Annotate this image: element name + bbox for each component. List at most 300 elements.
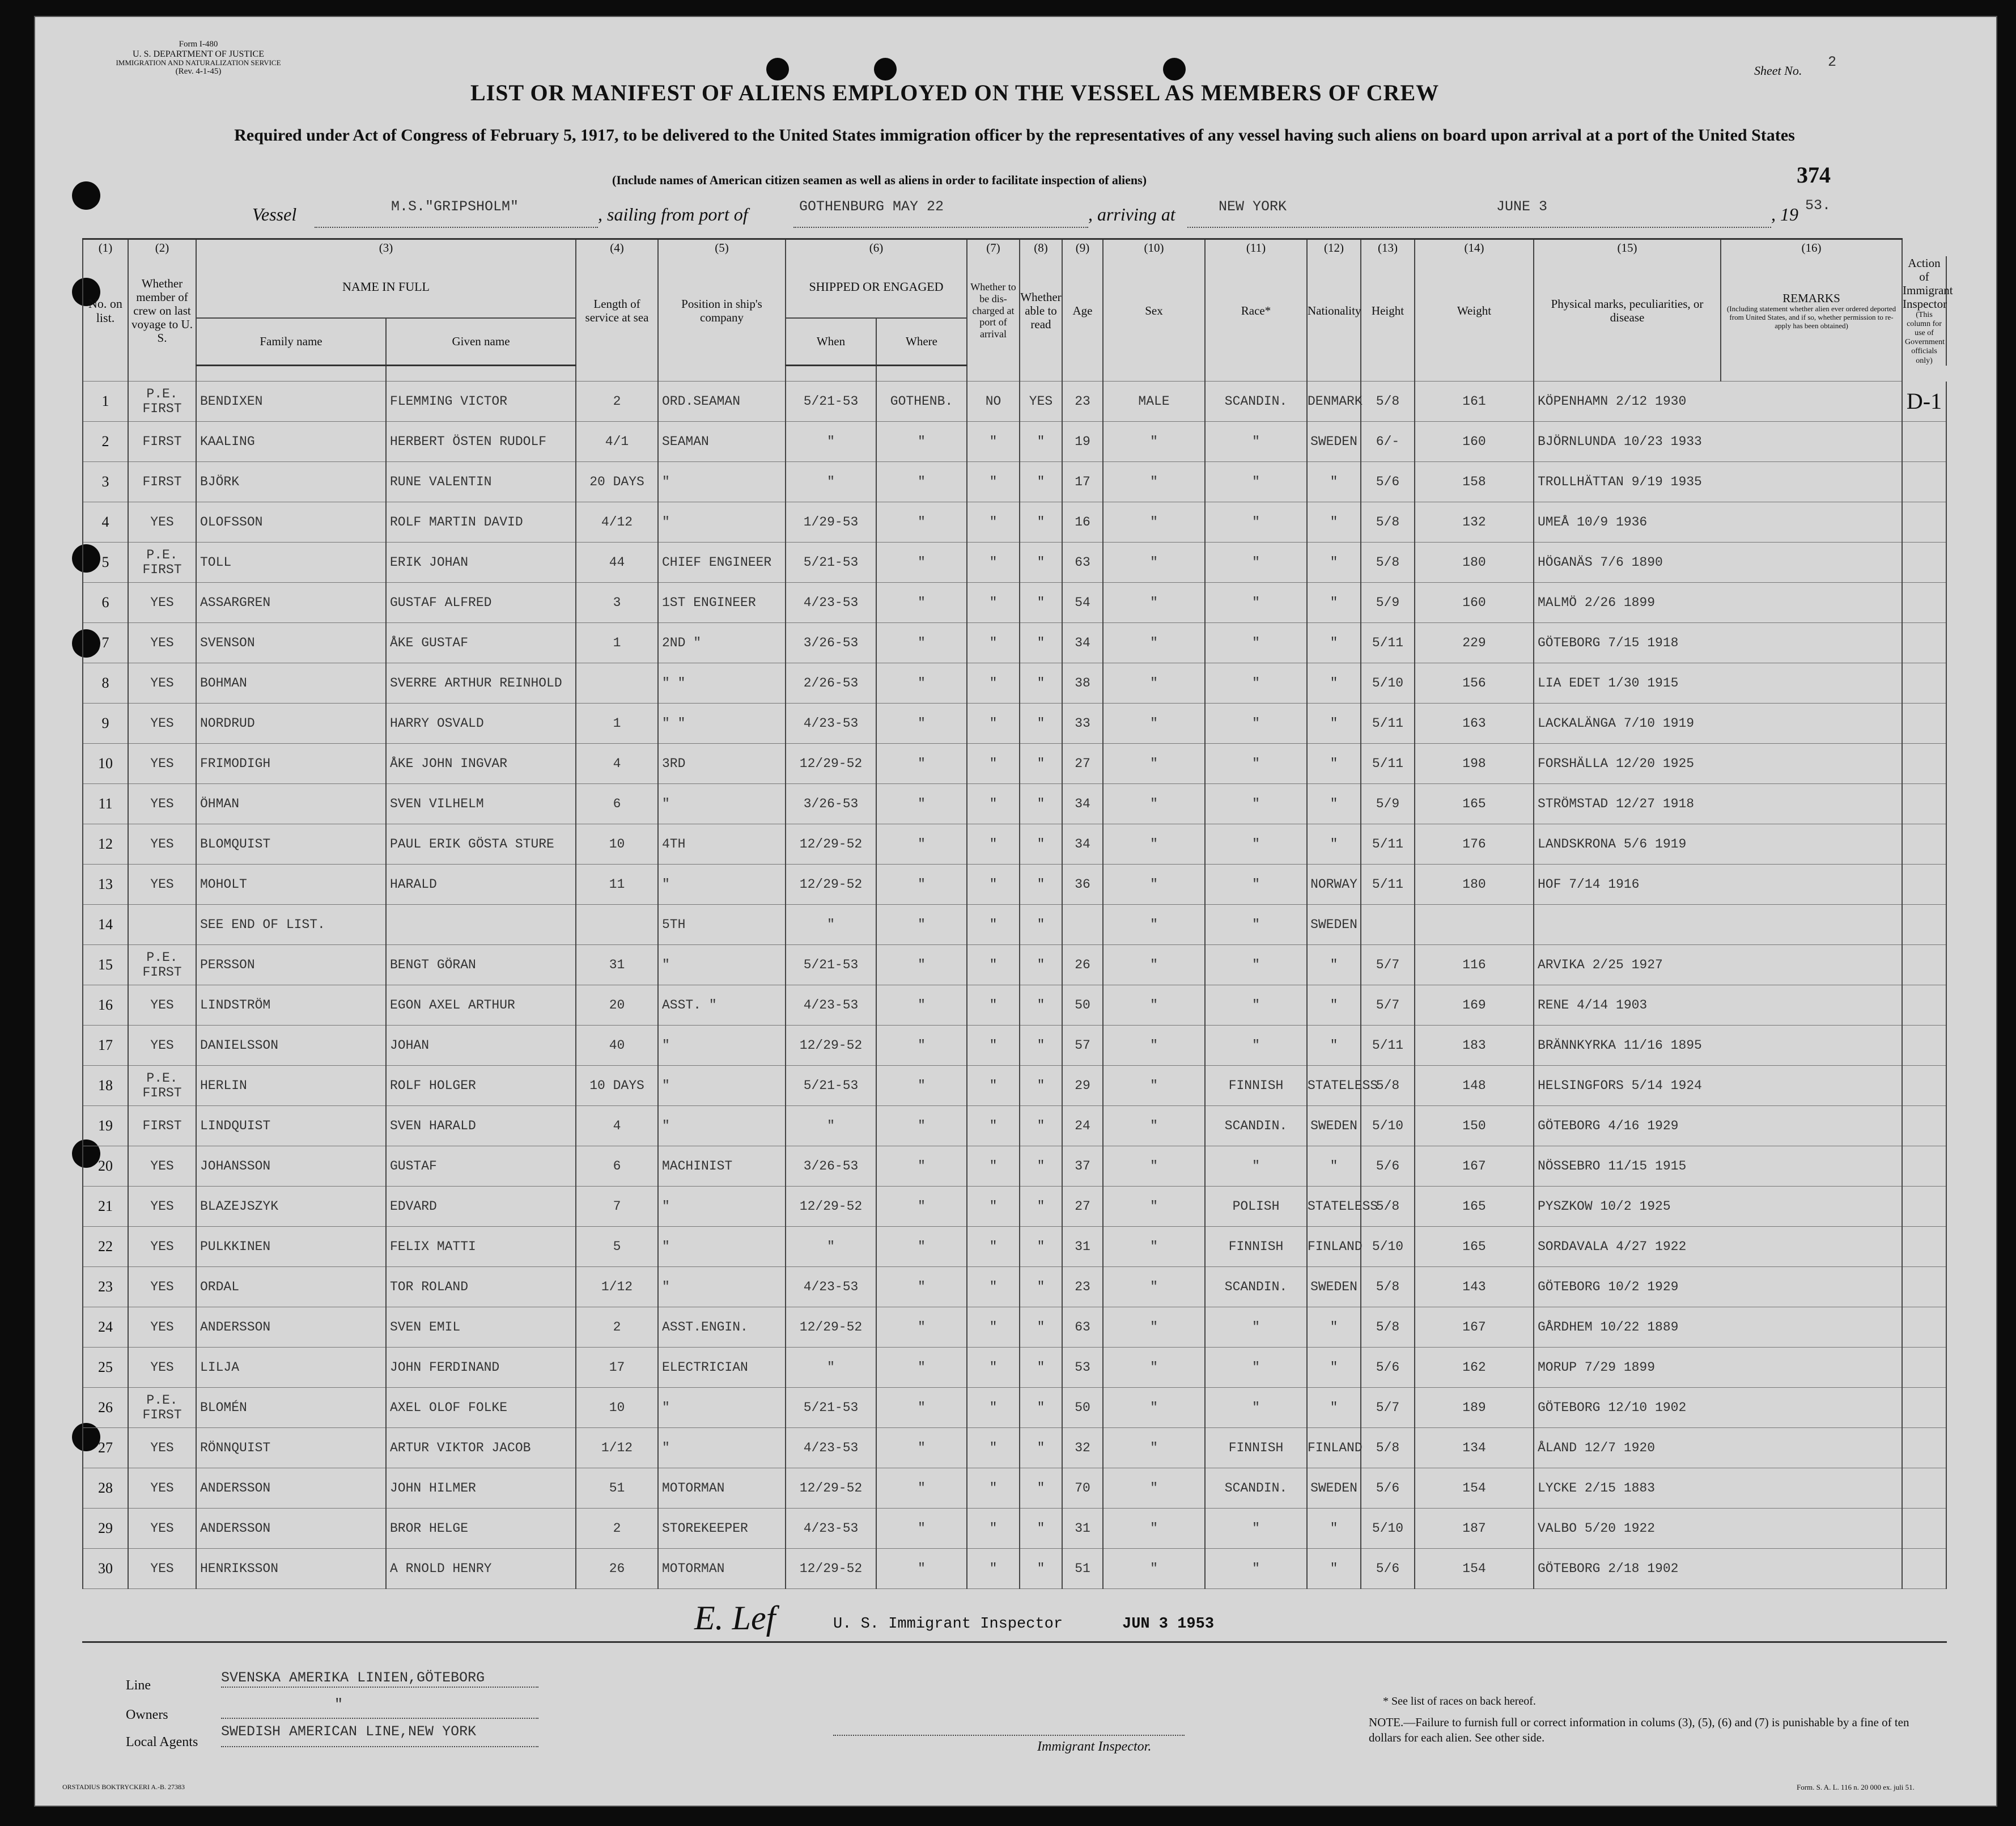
- row-number: 17: [83, 1026, 128, 1066]
- last-voyage-cell: FIRST: [128, 1106, 196, 1146]
- table-row: [83, 985, 1946, 1026]
- arriving-label: , arriving at: [1088, 204, 1175, 224]
- discharged-cell: ": [967, 1509, 1020, 1549]
- inspector-action-cell: [1902, 784, 1946, 824]
- sex-cell: ": [1103, 744, 1205, 784]
- sex-cell: MALE: [1103, 382, 1205, 422]
- race-cell: ": [1205, 1509, 1307, 1549]
- shipped-where-cell: ": [876, 583, 967, 623]
- weight-cell: 165: [1415, 784, 1534, 824]
- sailing-port: GOTHENBURG MAY 22: [799, 198, 944, 215]
- inspector-action-cell: [1902, 1106, 1946, 1146]
- family-name-cell: BLOMQUIST: [196, 824, 386, 865]
- inspector-action-cell: [1902, 1509, 1946, 1549]
- inspector-action-cell: [1902, 502, 1946, 543]
- remarks-cell: GÖTEBORG 12/10 1902: [1534, 1388, 1902, 1428]
- table-row: [83, 1026, 1946, 1066]
- discharged-cell: ": [967, 704, 1020, 744]
- row-number: 1: [83, 382, 128, 422]
- sex-cell: ": [1103, 1307, 1205, 1348]
- form-number: Form I-480: [179, 40, 218, 49]
- able-read-cell: ": [1020, 422, 1062, 462]
- shipped-when-cell: 12/29-52: [786, 824, 876, 865]
- inspector-action-cell: [1902, 1388, 1946, 1428]
- remarks-cell: KÖPENHAMN 2/12 1930: [1534, 382, 1902, 422]
- inspector-action-cell: [1902, 1227, 1946, 1267]
- family-name-cell: PULKKINEN: [196, 1227, 386, 1267]
- age-cell: 17: [1062, 462, 1103, 502]
- inspector-action-cell: [1902, 1267, 1946, 1307]
- nationality-cell: ": [1307, 784, 1361, 824]
- sex-cell: ": [1103, 583, 1205, 623]
- race-cell: ": [1205, 502, 1307, 543]
- discharged-cell: ": [967, 1549, 1020, 1589]
- last-voyage-cell: YES: [128, 704, 196, 744]
- last-voyage-cell: YES: [128, 583, 196, 623]
- height-cell: 5/7: [1361, 1388, 1415, 1428]
- sex-cell: ": [1103, 1106, 1205, 1146]
- position-cell: ASST.ENGIN.: [658, 1307, 786, 1348]
- height-cell: 5/6: [1361, 1468, 1415, 1509]
- service-length-cell: 2: [576, 382, 658, 422]
- family-name-cell: ANDERSSON: [196, 1468, 386, 1509]
- given-name-cell: RUNE VALENTIN: [386, 462, 576, 502]
- spacer-row: [83, 366, 1946, 382]
- family-name-cell: ÖHMAN: [196, 784, 386, 824]
- age-cell: 33: [1062, 704, 1103, 744]
- remarks-heading: REMARKS: [1782, 291, 1840, 305]
- age-cell: 57: [1062, 1026, 1103, 1066]
- position-cell: 1ST ENGINEER: [658, 583, 786, 623]
- family-name-cell: ANDERSSON: [196, 1307, 386, 1348]
- col-when: When: [786, 318, 876, 366]
- service-length-cell: [576, 905, 658, 945]
- position-cell: SEAMAN: [658, 422, 786, 462]
- inspector-signature: E. Lef: [694, 1599, 776, 1637]
- weight-cell: 132: [1415, 502, 1534, 543]
- shipped-where-cell: GOTHENB.: [876, 382, 967, 422]
- inspector-action-cell: [1902, 1026, 1946, 1066]
- table-row: [83, 1267, 1946, 1307]
- family-name-cell: DANIELSSON: [196, 1026, 386, 1066]
- height-cell: 6/-: [1361, 422, 1415, 462]
- row-number: 12: [83, 824, 128, 865]
- position-cell: ": [658, 1187, 786, 1227]
- sex-cell: ": [1103, 1187, 1205, 1227]
- sex-cell: ": [1103, 1026, 1205, 1066]
- discharged-cell: ": [967, 1468, 1020, 1509]
- shipped-when-cell: ": [786, 1227, 876, 1267]
- able-read-cell: YES: [1020, 382, 1062, 422]
- nationality-cell: ": [1307, 1146, 1361, 1187]
- family-name-cell: KAALING: [196, 422, 386, 462]
- service-length-cell: 6: [576, 784, 658, 824]
- race-cell: FINNISH: [1205, 1428, 1307, 1468]
- manifest-subtitle: Required under Act of Congress of February 5, 1917, to be delivered to the United States immigration officer by the representatives of any vessel having such aliens on board upon arrival at a port of the United States: [234, 126, 1795, 145]
- given-name-cell: JOHN FERDINAND: [386, 1348, 576, 1388]
- family-name-cell: RÖNNQUIST: [196, 1428, 386, 1468]
- service-length-cell: 10: [576, 824, 658, 865]
- service-length-cell: 20: [576, 985, 658, 1026]
- remarks-cell: GÖTEBORG 7/15 1918: [1534, 623, 1902, 663]
- able-read-cell: ": [1020, 865, 1062, 905]
- crew-manifest-table: [82, 238, 1953, 1589]
- last-voyage-cell: YES: [128, 502, 196, 543]
- discharged-cell: ": [967, 543, 1020, 583]
- family-name-cell: JOHANSSON: [196, 1146, 386, 1187]
- inspector-action-cell: [1902, 704, 1946, 744]
- last-voyage-cell: YES: [128, 1227, 196, 1267]
- nationality-cell: STATELESS: [1307, 1187, 1361, 1227]
- given-name-cell: EDVARD: [386, 1187, 576, 1227]
- age-cell: 50: [1062, 985, 1103, 1026]
- inspector-action-cell: [1902, 583, 1946, 623]
- age-cell: 34: [1062, 623, 1103, 663]
- height-cell: 5/6: [1361, 1549, 1415, 1589]
- service-length-cell: 1: [576, 704, 658, 744]
- last-voyage-cell: YES: [128, 784, 196, 824]
- shipped-where-cell: ": [876, 905, 967, 945]
- shipped-when-cell: ": [786, 462, 876, 502]
- race-cell: ": [1205, 422, 1307, 462]
- last-voyage-cell: P.E. FIRST: [128, 1388, 196, 1428]
- race-cell: FINNISH: [1205, 1227, 1307, 1267]
- row-number: 16: [83, 985, 128, 1026]
- given-name-cell: HARRY OSVALD: [386, 704, 576, 744]
- given-name-cell: HERBERT ÖSTEN RUDOLF: [386, 422, 576, 462]
- action-note: (This column for use of Government officials only): [1905, 311, 1945, 365]
- position-cell: ": [658, 784, 786, 824]
- table-row: [83, 824, 1946, 865]
- table-row: [83, 1227, 1946, 1267]
- shipped-when-cell: 3/26-53: [786, 784, 876, 824]
- sex-cell: ": [1103, 502, 1205, 543]
- races-note: * See list of races on back hereof.: [1383, 1695, 1536, 1708]
- race-cell: SCANDIN.: [1205, 1267, 1307, 1307]
- last-voyage-cell: YES: [128, 1549, 196, 1589]
- remarks-cell: PYSZKOW 10/2 1925: [1534, 1187, 1902, 1227]
- family-name-cell: OLOFSSON: [196, 502, 386, 543]
- weight-cell: 160: [1415, 422, 1534, 462]
- department: U. S. DEPARTMENT OF JUSTICE: [133, 49, 264, 59]
- sex-cell: ": [1103, 824, 1205, 865]
- discharged-cell: ": [967, 1066, 1020, 1106]
- discharged-cell: ": [967, 462, 1020, 502]
- shipped-when-cell: 4/23-53: [786, 1428, 876, 1468]
- height-cell: [1361, 905, 1415, 945]
- position-cell: ": [658, 1026, 786, 1066]
- weight-cell: 229: [1415, 623, 1534, 663]
- given-name-cell: SVEN VILHELM: [386, 784, 576, 824]
- page-number: 374: [1797, 162, 1831, 188]
- sex-cell: ": [1103, 945, 1205, 985]
- col-physical-marks: Physical marks, peculiarities, or disease: [1534, 256, 1721, 366]
- remarks-cell: HOF 7/14 1916: [1534, 865, 1902, 905]
- age-cell: 51: [1062, 1549, 1103, 1589]
- race-cell: ": [1205, 1146, 1307, 1187]
- last-voyage-cell: YES: [128, 985, 196, 1026]
- weight-cell: 156: [1415, 663, 1534, 704]
- table-row: [83, 1348, 1946, 1388]
- weight-cell: 180: [1415, 543, 1534, 583]
- col-num: (13): [1361, 239, 1415, 256]
- family-name-cell: BJÖRK: [196, 462, 386, 502]
- nationality-cell: ": [1307, 824, 1361, 865]
- row-number: 2: [83, 422, 128, 462]
- remarks-cell: NÖSSEBRO 11/15 1915: [1534, 1146, 1902, 1187]
- age-cell: 23: [1062, 1267, 1103, 1307]
- position-cell: " ": [658, 704, 786, 744]
- race-cell: ": [1205, 1348, 1307, 1388]
- sheet-number: 2: [1828, 54, 1837, 70]
- shipped-where-cell: ": [876, 1509, 967, 1549]
- shipped-when-cell: 5/21-53: [786, 945, 876, 985]
- col-num: (11): [1205, 239, 1307, 256]
- service-length-cell: 1/12: [576, 1267, 658, 1307]
- race-cell: ": [1205, 1026, 1307, 1066]
- family-name-cell: ANDERSSON: [196, 1509, 386, 1549]
- col-weight: Weight: [1415, 256, 1534, 366]
- col-family-name: Family name: [196, 318, 386, 366]
- family-name-cell: SEE END OF LIST.: [196, 905, 386, 945]
- height-cell: 5/6: [1361, 1146, 1415, 1187]
- remarks-cell: GÅRDHEM 10/22 1889: [1534, 1307, 1902, 1348]
- able-read-cell: ": [1020, 1388, 1062, 1428]
- weight-cell: 134: [1415, 1428, 1534, 1468]
- service-length-cell: 10: [576, 1388, 658, 1428]
- height-cell: 5/7: [1361, 985, 1415, 1026]
- col-remarks: [1721, 256, 1902, 366]
- service-length-cell: 11: [576, 865, 658, 905]
- shipped-where-cell: ": [876, 1066, 967, 1106]
- nationality-cell: ": [1307, 985, 1361, 1026]
- race-cell: ": [1205, 1388, 1307, 1428]
- given-name-cell: A RNOLD HENRY: [386, 1549, 576, 1589]
- last-voyage-cell: P.E. FIRST: [128, 945, 196, 985]
- inspector-action-cell: [1902, 1348, 1946, 1388]
- position-cell: ": [658, 1066, 786, 1106]
- shipped-where-cell: ": [876, 744, 967, 784]
- sex-cell: ": [1103, 663, 1205, 704]
- nationality-cell: NORWAY: [1307, 865, 1361, 905]
- height-cell: 5/10: [1361, 1227, 1415, 1267]
- table-row: [83, 865, 1946, 905]
- race-cell: SCANDIN.: [1205, 1106, 1307, 1146]
- printer-imprint: ORSTADIUS BOKTRYCKERI A.-B. 27383: [62, 1783, 185, 1791]
- able-read-cell: ": [1020, 1146, 1062, 1187]
- nationality-cell: ": [1307, 623, 1361, 663]
- family-name-cell: LINDQUIST: [196, 1106, 386, 1146]
- weight-cell: 198: [1415, 744, 1534, 784]
- remarks-cell: BJÖRNLUNDA 10/23 1933: [1534, 422, 1902, 462]
- footer-rule: [82, 1641, 1947, 1643]
- table-row: [83, 1066, 1946, 1106]
- col-num: (10): [1103, 239, 1205, 256]
- able-read-cell: ": [1020, 744, 1062, 784]
- given-name-cell: FELIX MATTI: [386, 1227, 576, 1267]
- form-id-block: [105, 40, 292, 77]
- age-cell: 38: [1062, 663, 1103, 704]
- inspector-action-cell: [1902, 663, 1946, 704]
- weight-cell: [1415, 905, 1534, 945]
- age-cell: 63: [1062, 543, 1103, 583]
- height-cell: 5/8: [1361, 1187, 1415, 1227]
- nationality-cell: ": [1307, 945, 1361, 985]
- service-length-cell: 4: [576, 1106, 658, 1146]
- race-cell: FINNISH: [1205, 1066, 1307, 1106]
- discharged-cell: ": [967, 985, 1020, 1026]
- position-cell: ": [658, 865, 786, 905]
- age-cell: 23: [1062, 382, 1103, 422]
- given-name-cell: PAUL ERIK GÖSTA STURE: [386, 824, 576, 865]
- service-length-cell: 7: [576, 1187, 658, 1227]
- able-read-cell: ": [1020, 985, 1062, 1026]
- shipped-when-cell: 3/26-53: [786, 1146, 876, 1187]
- service-length-cell: 4: [576, 744, 658, 784]
- service-length-cell: 1: [576, 623, 658, 663]
- last-voyage-cell: YES: [128, 1509, 196, 1549]
- sex-cell: ": [1103, 623, 1205, 663]
- position-cell: 2ND ": [658, 623, 786, 663]
- weight-cell: 154: [1415, 1549, 1534, 1589]
- table-row: [83, 784, 1946, 824]
- height-cell: 5/10: [1361, 1106, 1415, 1146]
- age-cell: 29: [1062, 1066, 1103, 1106]
- inspector-action-cell: [1902, 824, 1946, 865]
- shipped-when-cell: 12/29-52: [786, 744, 876, 784]
- height-cell: 5/11: [1361, 865, 1415, 905]
- able-read-cell: ": [1020, 1549, 1062, 1589]
- shipped-where-cell: ": [876, 663, 967, 704]
- nationality-cell: FINLAND: [1307, 1227, 1361, 1267]
- age-cell: 32: [1062, 1428, 1103, 1468]
- position-cell: ": [658, 502, 786, 543]
- crew-rows: [83, 366, 1946, 1589]
- height-cell: 5/8: [1361, 382, 1415, 422]
- service-length-cell: [576, 663, 658, 704]
- able-read-cell: ": [1020, 583, 1062, 623]
- owners-field-line: [221, 1701, 538, 1719]
- age-cell: 70: [1062, 1468, 1103, 1509]
- remarks-cell: VALBO 5/20 1922: [1534, 1509, 1902, 1549]
- shipped-when-cell: ": [786, 1348, 876, 1388]
- row-number: 20: [83, 1146, 128, 1187]
- nationality-cell: ": [1307, 1549, 1361, 1589]
- nationality-cell: DENMARK: [1307, 382, 1361, 422]
- row-number: 11: [83, 784, 128, 824]
- row-number: 19: [83, 1106, 128, 1146]
- remarks-cell: [1534, 905, 1902, 945]
- height-cell: 5/6: [1361, 1348, 1415, 1388]
- race-cell: ": [1205, 824, 1307, 865]
- able-read-cell: ": [1020, 1187, 1062, 1227]
- table-row: [83, 1509, 1946, 1549]
- inspector-action-cell: [1902, 543, 1946, 583]
- able-read-cell: ": [1020, 1267, 1062, 1307]
- height-cell: 5/8: [1361, 543, 1415, 583]
- discharged-cell: ": [967, 905, 1020, 945]
- age-cell: 34: [1062, 824, 1103, 865]
- remarks-cell: FORSHÄLLA 12/20 1925: [1534, 744, 1902, 784]
- service-length-cell: 44: [576, 543, 658, 583]
- able-read-cell: ": [1020, 502, 1062, 543]
- agents-label: Local Agents: [126, 1735, 198, 1749]
- col-num: (12): [1307, 239, 1361, 256]
- shipped-when-cell: 5/21-53: [786, 382, 876, 422]
- row-number: 5: [83, 543, 128, 583]
- sex-cell: ": [1103, 1549, 1205, 1589]
- given-name-cell: ÅKE GUSTAF: [386, 623, 576, 663]
- remarks-cell: LYCKE 2/15 1883: [1534, 1468, 1902, 1509]
- col-num: (16): [1721, 239, 1902, 256]
- given-name-cell: JOHAN: [386, 1026, 576, 1066]
- punch-hole: [874, 58, 897, 81]
- nationality-cell: ": [1307, 462, 1361, 502]
- last-voyage-cell: FIRST: [128, 462, 196, 502]
- col-able-read: Whether able to read: [1020, 256, 1062, 366]
- race-cell: ": [1205, 663, 1307, 704]
- nationality-cell: ": [1307, 704, 1361, 744]
- service-length-cell: 5: [576, 1227, 658, 1267]
- given-name-cell: GUSTAF: [386, 1146, 576, 1187]
- table-row: [83, 1146, 1946, 1187]
- discharged-cell: ": [967, 422, 1020, 462]
- shipped-where-cell: ": [876, 1549, 967, 1589]
- row-number: 10: [83, 744, 128, 784]
- sex-cell: ": [1103, 905, 1205, 945]
- remarks-note: (Including statement whether alien ever ordered deported from United States, and if so, whether permission to re-apply has been obtained): [1726, 304, 1896, 330]
- row-number: 14: [83, 905, 128, 945]
- weight-cell: 167: [1415, 1146, 1534, 1187]
- col-race: Race*: [1205, 256, 1307, 366]
- age-cell: 53: [1062, 1348, 1103, 1388]
- punch-hole: [72, 181, 100, 210]
- position-cell: ": [658, 945, 786, 985]
- given-name-cell: SVERRE ARTHUR REINHOLD: [386, 663, 576, 704]
- sheet-number-label: Sheet No.: [1754, 63, 1802, 78]
- remarks-cell: LACKALÄNGA 7/10 1919: [1534, 704, 1902, 744]
- year-label: , 19: [1771, 204, 1798, 224]
- shipped-where-cell: ": [876, 1388, 967, 1428]
- shipped-where-cell: ": [876, 1307, 967, 1348]
- table-row: [83, 422, 1946, 462]
- col-length-service: Length of service at sea: [576, 256, 658, 366]
- table-row: [83, 905, 1946, 945]
- age-cell: 37: [1062, 1146, 1103, 1187]
- discharged-cell: ": [967, 784, 1020, 824]
- col-no-on-list: No. on list.: [83, 256, 128, 366]
- nationality-cell: SWEDEN: [1307, 1106, 1361, 1146]
- shipped-where-cell: ": [876, 1187, 967, 1227]
- remarks-cell: STRÖMSTAD 12/27 1918: [1534, 784, 1902, 824]
- shipped-when-cell: ": [786, 905, 876, 945]
- race-cell: ": [1205, 985, 1307, 1026]
- given-name-cell: AXEL OLOF FOLKE: [386, 1388, 576, 1428]
- able-read-cell: ": [1020, 1066, 1062, 1106]
- row-number: 4: [83, 502, 128, 543]
- nationality-cell: SWEDEN: [1307, 1468, 1361, 1509]
- table-row: [83, 502, 1946, 543]
- vessel-name: M.S."GRIPSHOLM": [391, 198, 519, 215]
- discharged-cell: ": [967, 1348, 1020, 1388]
- family-name-cell: SVENSON: [196, 623, 386, 663]
- given-name-cell: SVEN EMIL: [386, 1307, 576, 1348]
- height-cell: 5/11: [1361, 824, 1415, 865]
- remarks-cell: ÅLAND 12/7 1920: [1534, 1428, 1902, 1468]
- row-number: 27: [83, 1428, 128, 1468]
- last-voyage-cell: YES: [128, 865, 196, 905]
- weight-cell: 167: [1415, 1307, 1534, 1348]
